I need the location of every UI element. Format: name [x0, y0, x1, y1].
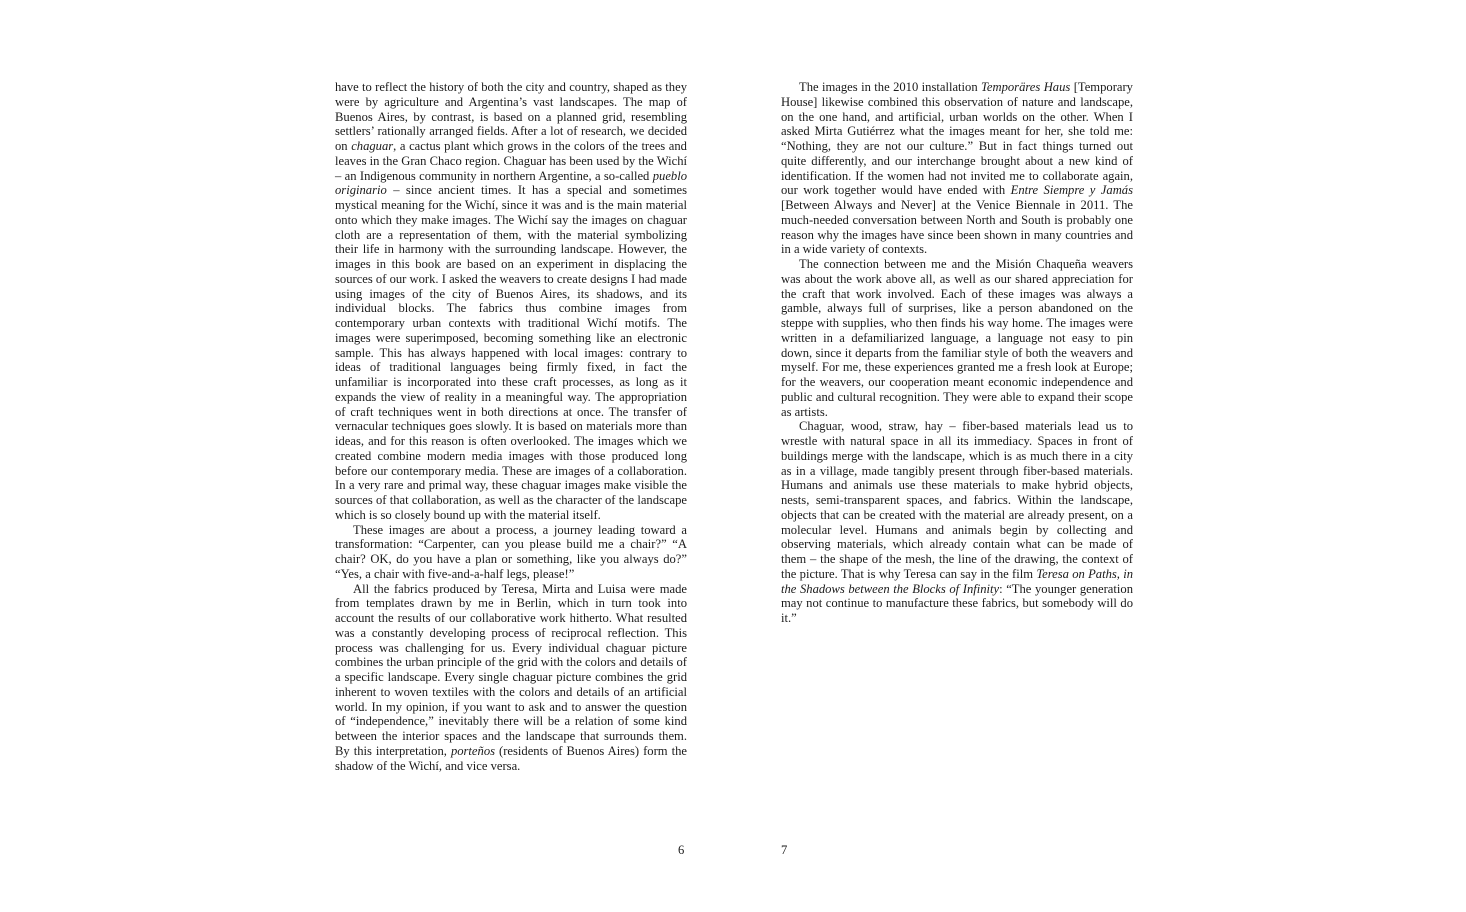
text-run: (residents of Buenos Aires) form the shadow of the Wichí, and vice versa. — [335, 743, 687, 773]
paragraph — [335, 582, 687, 774]
text-run: [Temporary House] likewise combined this observation of nature and landscape, on the one hand, and artificial, urban worlds on the other. When I asked Mirta Gutiérrez what the images meant for her, she told me: “Nothing, they are not our culture.” But in fact things turned out quite differently, and our interchange brought about a new kind of identification. If the women had not invited me to collaborate again, our work together would have ended with — [781, 80, 1133, 198]
italic-text: Teresa on Paths, in the Shadows between the Blocks of Infinity — [781, 566, 1134, 596]
text-run: The images in the 2010 installation — [799, 80, 982, 94]
italic-text: Entre Siempre y Jamás — [1010, 183, 1133, 198]
text-run: : “The younger generation may not continue to manufacture these fabrics, but somebody will do it.” — [781, 581, 1133, 625]
text-run: Chaguar, wood, straw, hay – fiber-based materials lead us to wrestle with natural space in all its immediacy. Spaces in front of buildings merge with the landscape, which is as much there in a city as in a village, made tangibly present through fiber-based materials. Humans and animals use these materials to make hybrid objects, nests, semi-transparent spaces, and fabrics. Within the landscape, objects that can be created with the material are already present, on a molecular level. Humans and animals begin by collecting and observing materials, which already contain what can be made of them – the shape of the mesh, the line of the drawing, the context of the picture. That is why Teresa can say in the film — [781, 419, 1133, 581]
text-run: All the fabrics produced by Teresa, Mirta and Luisa were made from templates drawn by me in Berlin, which in turn took into account the results of our collaborative work hitherto. What resulted was a constantly developing process of reciprocal reflection. This process was challenging for us. Every individual chaguar picture combines the urban principle of the grid with the colors and details of a specific landscape. Every single chaguar picture combines the grid inherent to woven textiles with the colors and details of an artificial world. In my opinion, if you want to ask and to answer the question of “independence,” inevitably there will be a relation of some kind between the interior spaces and the landscape that surrounds them. By this interpretation, — [335, 581, 687, 758]
paragraph — [781, 80, 1133, 257]
paragraph — [781, 257, 1133, 419]
text-run: The connection between me and the Misión Chaqueña weavers was about the work above all, as well as our shared appreciation for the craft that work involved. Each of these images was always a gamble, always full of surprises, like a person abandoned on the steppe with supplies, who then finds his way home. The images were written in a defamiliarized language, a language not easy to pin down, since it departs from the familiar style of both the weavers and myself. For me, these experiences granted me a fresh look at Europe; for the weavers, our cooperation meant economic independence and public and cultural recognition. They were able to expand their scope as artists. — [781, 257, 1133, 419]
paragraph — [335, 523, 687, 582]
paragraph — [335, 80, 687, 523]
italic-text: chaguar — [351, 139, 394, 153]
text-run: – since ancient times. It has a special and sometimes mystical meaning for the Wichí, since it was and is the main material onto which they make images. The Wichí say the images on chaguar cloth are a representation of them, with the material symbolizing their life in harmony with the surrounding landscape. However, the images in this book are based on an experiment in displacing the sources of our work. I asked the weavers to create designs I had made using images of the city of Buenos Aires, its shadows, and its individual blocks. The fabrics thus combine images from contemporary urban contexts with traditional Wichí motifs. The images were superimposed, becoming something like an electronic sample. This has always happened with local images: contrary to ideas of traditional languages being firmly fixed, in fact the unfamiliar is incorporated into these craft processes, as long as it expands the view of reality in a meaningful way. The appropriation of craft techniques went in both directions at once. The transfer of vernacular techniques goes slowly. It is based on materials more than ideas, and for this reason is often overlooked. The images which we created combine modern media images with those produced long before our contemporary media. These are images of a collaboration. In a very rare and primal way, these chaguar images make visible the sources of that collaboration, as well as the character of the landscape which is so closely bound up with the material itself. — [335, 183, 687, 522]
text-run: , a cactus plant which grows in the colors of the trees and leaves in the Gran Chaco region. Chaguar has been used by the Wichí – an Indigenous community in northern Argentine, a so-called — [335, 139, 687, 183]
left-page-number: 6 — [678, 843, 685, 857]
right-text-column — [781, 80, 1133, 626]
italic-text: porteños — [450, 743, 496, 758]
right-page-number: 7 — [781, 843, 788, 857]
text-run: These images are about a process, a journey leading toward a transformation: “Carpenter, can you please build me a chair?” “A chair? OK, do you have a plan or something, like you always do?” “Yes, a chair with five-and-a-half legs, please!” — [335, 522, 687, 581]
left-text-column — [335, 80, 687, 773]
italic-text: pueblo originario — [335, 168, 687, 198]
text-run: [Between Always and Never] at the Venice Biennale in 2011. The much-needed conversation between North and South is probably one reason why the images have since been shown in many countries and in a wide variety of contexts. — [781, 198, 1133, 257]
right-page — [733, 0, 1466, 912]
paragraph — [781, 419, 1133, 626]
text-run: have to reflect the history of both the city and country, shaped as they were by agriculture and Argentina’s vast landscapes. The map of Buenos Aires, by contrast, is based on a planned grid, resembling settlers’ rationally arranged fields. After a lot of research, we decided on — [335, 80, 687, 153]
italic-text: Temporäres Haus — [981, 80, 1071, 94]
